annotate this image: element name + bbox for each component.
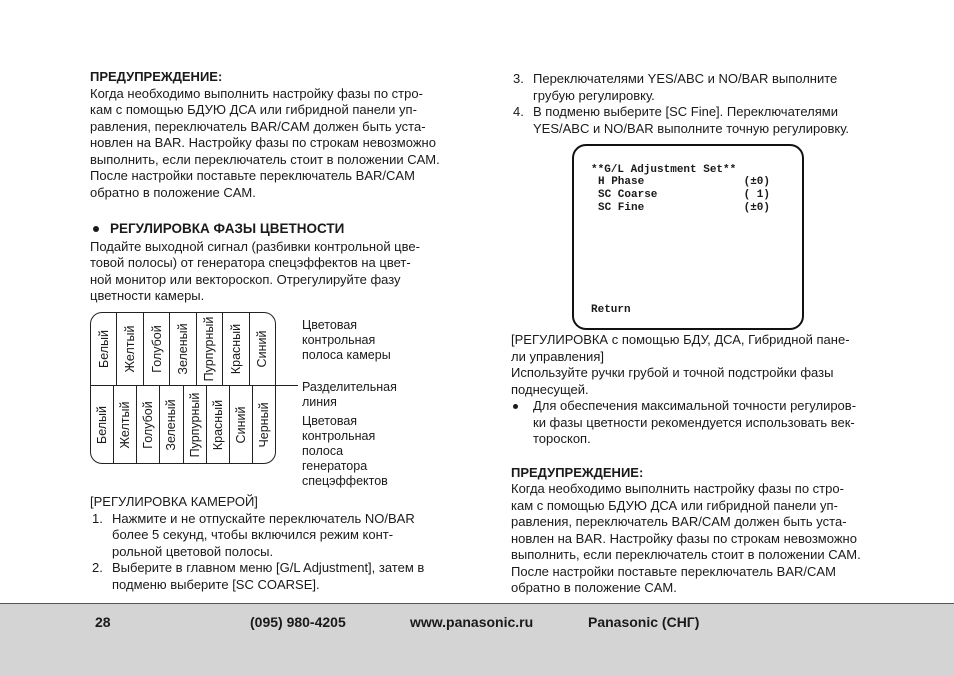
text-line: товой полосы) от генератора спецэффектов на цвет- (90, 255, 411, 270)
text-line: Для обеспечения максимальной точности регулиров- (533, 398, 857, 413)
text-line: обратно в положение CAM. (511, 580, 677, 595)
bar-label: Черный (256, 402, 271, 448)
text-line: выполнить, если переключатель стоит в положении CAM. (90, 151, 440, 167)
text-line: Используйте ручки грубой и точной подстройки фазы (511, 365, 834, 380)
label-line: Цветовая (302, 318, 358, 332)
label-line: генератора (302, 459, 368, 473)
bar-label: Белый (95, 405, 110, 445)
step-item (511, 71, 863, 104)
bar-cell (230, 386, 253, 464)
label-line: Цветовая (302, 414, 358, 428)
step-number: 1. (92, 510, 103, 526)
text-line: ли управления] (511, 348, 604, 364)
menu-value: ( 1) (743, 189, 770, 201)
text-line: Когда необходимо выполнить настройку фазы по стро- (511, 481, 844, 496)
menu-value: (±0) (743, 176, 770, 188)
text-line: После настройки поставьте переключатель BAR/CAM (90, 168, 415, 183)
camera-adjustment (90, 494, 444, 593)
bar-cell (170, 313, 196, 385)
bar-label: Синий (233, 406, 248, 444)
text-line: подменю выберите [SC COARSE]. (112, 576, 320, 592)
text-line: ной монитор или вектороскоп. Отрегулируйте фазу (90, 271, 401, 287)
bar-label: Белый (96, 329, 111, 369)
divider-leader-line (276, 385, 298, 386)
text-line: обратно в положение CAM. (90, 184, 256, 200)
text-line: рольной цветовой полосы. (112, 543, 274, 559)
camera-bars-label (302, 318, 412, 363)
text-line: новлен на BAR. Настройку фазы по строкам невозможно (511, 530, 857, 546)
menu-value: (±0) (743, 202, 770, 214)
bar-label: Синий (255, 330, 270, 368)
brand-name: Panasonic (СНГ) (588, 614, 700, 630)
bar-label: Красный (210, 399, 225, 451)
bar-label: Пурпурный (202, 316, 217, 382)
menu-row-sc-fine[interactable] (598, 202, 770, 215)
bar-label: Пурпурный (187, 392, 202, 458)
text-line: После настройки поставьте переключатель BAR/CAM (511, 563, 836, 579)
bullet-list (511, 398, 863, 448)
text-line: равления, переключатель BAR/CAM должен быть уста- (511, 514, 847, 529)
bullet-icon (93, 226, 99, 232)
phone-number: (095) 980-4205 (250, 614, 346, 630)
menu-label: SC Fine (598, 202, 645, 214)
bar-cell (207, 386, 230, 464)
generator-bars-row (91, 385, 275, 464)
bar-label: Голубой (141, 401, 156, 449)
menu-row-sc-coarse[interactable] (598, 189, 770, 202)
bullet-item (511, 398, 863, 448)
label-line: линия (302, 395, 337, 409)
label-line: Разделительная (302, 380, 397, 394)
panel-adjustment (511, 332, 863, 597)
warning-text (90, 86, 444, 202)
bar-cell (253, 386, 275, 464)
label-line: полоса камеры (302, 348, 391, 362)
label-line: полоса (302, 444, 344, 458)
bar-cell (160, 386, 183, 464)
label-line: контрольная (302, 333, 376, 347)
right-column (511, 71, 863, 137)
bar-cell (223, 313, 249, 385)
bar-label: Красный (228, 323, 243, 375)
bar-cell (117, 313, 143, 385)
generator-bars-label (302, 414, 412, 489)
divider-label (302, 380, 412, 410)
camera-bars-row (91, 313, 275, 385)
bar-label: Зеленый (164, 399, 179, 451)
text-line: Переключателями YES/ABC и NO/BAR выполните (533, 71, 838, 86)
bar-cell (137, 386, 160, 464)
text-line: Подайте выходной сигнал (разбивки контрольной цве- (90, 238, 420, 254)
camera-heading: [РЕГУЛИРОВКА КАМЕРОЙ] (90, 494, 258, 509)
menu-label: H Phase (598, 176, 645, 188)
text-line: выполнить, если переключатель стоит в положении CAM. (511, 547, 861, 562)
bar-cell (91, 313, 117, 385)
bullet-icon (513, 404, 518, 409)
text-line: В подменю выберите [SC Fine]. Переключателями (533, 104, 838, 119)
text-line: Выберите в главном меню [G/L Adjustment], затем в (112, 560, 425, 575)
text-line: цветности камеры. (90, 288, 205, 303)
bar-cell (91, 386, 114, 464)
warning-title: ПРЕДУПРЕЖДЕНИЕ: (511, 464, 644, 480)
website-link[interactable]: www.panasonic.ru (410, 614, 534, 630)
bar-label: Голубой (149, 325, 164, 373)
bar-label: Зеленый (175, 323, 190, 375)
steps-list (511, 71, 863, 137)
text-line: YES/ABC и NO/BAR выполните точную регулировку. (533, 120, 850, 136)
bar-cell (250, 313, 275, 385)
section-title (90, 221, 444, 238)
label-line: спецэффектов (302, 474, 388, 488)
bar-cell (197, 313, 223, 385)
section-title-text: РЕГУЛИРОВКА ФАЗЫ ЦВЕТНОСТИ (110, 221, 345, 236)
text-line: грубую регулировку. (533, 87, 655, 103)
section-text (90, 239, 444, 305)
text-line: поднесущей. (511, 381, 589, 397)
page-footer (0, 603, 954, 676)
text-line: [РЕГУЛИРОВКА с помощью БДУ, ДСА, Гибридной пане- (511, 332, 850, 347)
step-number: 3. (513, 71, 524, 86)
screen-title: **G/L Adjustment Set** (591, 164, 737, 176)
text-line: ки фазы цветности рекомендуется использовать век- (533, 414, 855, 430)
text-line: кам с помощью БДУЮ ДСА или гибридной панели уп- (511, 497, 838, 513)
text-line: Когда необходимо выполнить настройку фазы по стро- (90, 85, 423, 101)
bar-label: Желтый (118, 401, 133, 449)
menu-row-h-phase[interactable] (598, 176, 770, 189)
step-item (511, 104, 863, 137)
monitor-screen (572, 144, 804, 330)
steps-list (90, 511, 444, 594)
text-line: тороскоп. (533, 431, 591, 446)
warning-title: ПРЕДУПРЕЖДЕНИЕ: (90, 69, 223, 84)
step-number: 2. (92, 560, 103, 575)
bar-cell (114, 386, 137, 464)
text-line: более 5 секунд, чтобы включился режим конт- (112, 527, 394, 542)
page-number: 28 (95, 614, 111, 630)
menu-label: SC Coarse (598, 189, 658, 201)
bar-cell (184, 386, 207, 464)
bar-cell (144, 313, 170, 385)
text-line: равления, переключатель BAR/CAM должен быть уста- (90, 118, 426, 134)
text-line: Нажмите и не отпускайте переключатель NO/BAR (112, 510, 415, 526)
warning-text (511, 481, 863, 597)
step-number: 4. (513, 104, 524, 119)
step-item (90, 560, 444, 593)
label-line: контрольная (302, 429, 376, 443)
step-item (90, 511, 444, 561)
menu-return[interactable]: Return (591, 304, 631, 316)
text-line: кам с помощью БДУЮ ДСА или гибридной панели уп- (90, 102, 417, 117)
left-column (90, 69, 444, 305)
color-bar-diagram (90, 312, 276, 464)
text-line: новлен на BAR. Настройку фазы по строкам невозможно (90, 135, 436, 150)
bar-label: Желтый (123, 325, 138, 373)
